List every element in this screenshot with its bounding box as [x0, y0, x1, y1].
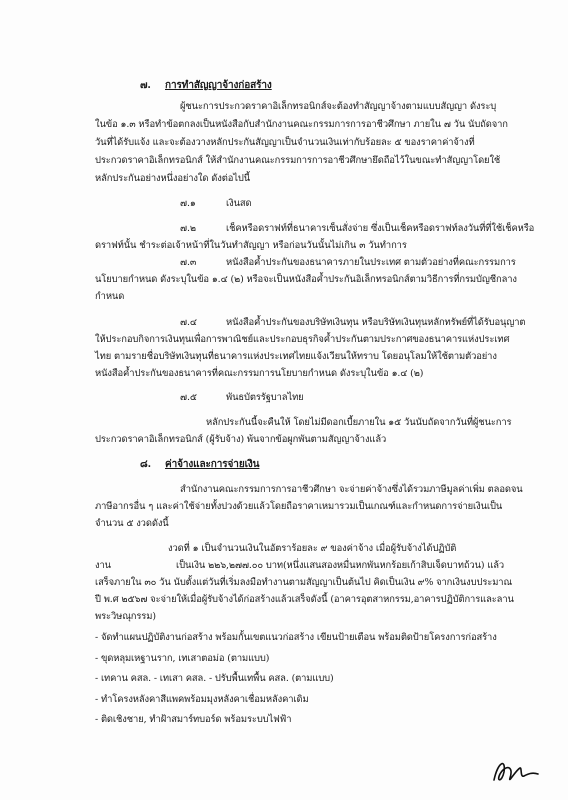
item-7-2-line-2: ดราฟท์นั้น ชำระต่อเจ้าหน้าที่ในวันทำสัญญา หรือก่อนวันนั้นไม่เกิน ๓ วันทำการ: [95, 240, 407, 251]
section-7-line-3: วันที่ได้รับแจ้ง และจะต้องวางหลักประกันสัญญาเป็นจำนวนเงินเท่ากับร้อยละ ๕ ของราคาค่าจ้างที่: [95, 137, 475, 148]
list-item: - ขุดหลุมเหฐานราก, เทเสาตอม่อ (ตามแบบ): [95, 653, 270, 664]
item-7-2-number: ๗.๒: [180, 223, 196, 234]
signature-mark: [488, 752, 544, 788]
item-7-4-line-3: ไทย ตามรายชื่อบริษัทเงินทุนที่ธนาคารแห่งประเทศไทยแจ้งเวียนให้ทราบ โดยอนุโลมให้ใช้ตามตัวอย่าง: [95, 351, 497, 362]
section-8-title: ค่าจ้างและการจ่ายเงิน: [165, 459, 260, 470]
item-7-5-number: ๗.๕: [180, 392, 197, 403]
installment-1-line-3: เสร็จภายใน ๓๐ วัน นับตั้งแต่วันที่เริ่มลงมือทำงานตามสัญญาเป็นต้นไป คิดเป็นเงิน ๙% จากเงินงบประมาณ: [95, 577, 513, 588]
list-item: - เทคาน คสล. - เทเสา คสล. - ปรับพื้นเทพื้น คสล. (ตามแบบ): [95, 673, 334, 684]
item-7-4-line-1: หนังสือค้ำประกันของบริษัทเงินทุน หรือบริษัทเงินทุนหลักทรัพย์ที่ได้รับอนุญาต: [226, 317, 526, 328]
installment-1-work-label: งาน: [95, 560, 111, 571]
installment-1-line-4: ปี พ.ศ ๒๕๖๗ จะจ่ายให้เมื่อผู้รับจ้างได้ก่อสร้างแล้วเสร็จดังนี้ (อาคารอุตสาหกรรม,อาคารปฏิบัติการและลาน: [95, 594, 514, 605]
list-item: - ติดเชิงชาย, ทำฝ้าสมาร์ทบอร์ด พร้อมระบบไฟฟ้า: [95, 714, 292, 725]
section-8-line-3: จำนวน ๕ งวดดังนี้: [95, 518, 169, 529]
item-7-3-number: ๗.๓: [180, 257, 197, 268]
item-7-2-line-1: เช็คหรือดราฟท์ที่ธนาคารเซ็นสั่งจ่าย ซึ่งเป็นเช็คหรือดราฟท์ลงวันที่ที่ใช้เช็คหรือ: [226, 223, 535, 234]
section-8-number: ๘.: [140, 459, 151, 470]
installment-1-line-5: พระวิษณุกรรม): [95, 611, 156, 622]
section-7-line-4: ประกวดราคาอิเล็กทรอนิกส์ ให้สำนักงานคณะกรรมการการอาชีวศึกษายึดถือไว้ในขณะทำสัญญาโดยใช้: [95, 155, 501, 166]
section-8-line-2: ภาษีอากรอื่น ๆ และค่าใช้จ่ายทั้งปวงด้วยแล้วโดยถือราคาเหมารวมเป็นเกณฑ์และกำหนดการจ่ายเงินเป็น: [95, 501, 503, 512]
list-item: - จัดทำแผนปฏิบัติงานก่อสร้าง พร้อมกั้นเขตแนวก่อสร้าง เขียนป้ายเตือน พร้อมติดป้ายโครงการก่อสร้าง: [95, 632, 497, 643]
section-7-line-5: หลักประกันอย่างหนึ่งอย่างใด ดังต่อไปนี้: [95, 173, 251, 184]
return-line-2: ประกวดราคาอิเล็กทรอนิกส์ (ผู้รับจ้าง) พ้นจากข้อผูกพันตามสัญญาจ้างแล้ว: [95, 434, 387, 445]
section-7-number: ๗.: [140, 80, 151, 91]
item-7-3-line-1: หนังสือค้ำประกันของธนาคารภายในประเทศ ตามตัวอย่างที่คณะกรรมการ: [226, 257, 516, 268]
item-7-1-text: เงินสด: [226, 198, 252, 209]
section-7-title: การทำสัญญาจ้างก่อสร้าง: [165, 80, 272, 91]
section-7-line-1: ผู้ชนะการประกวดราคาอิเล็กทรอนิกส์จะต้องทำสัญญาจ้างตามแบบสัญญา ดังระบุ: [180, 101, 497, 112]
item-7-4-number: ๗.๔: [180, 317, 197, 328]
installment-1-amount: เป็นเงิน ๒๒๖,๒๗๗.๐๐ บาท(หนึ่งแสนสองหมื่นหกพันหกร้อยเก้าสิบเจ็ดบาทถ้วน) แล้ว: [176, 560, 505, 571]
item-7-3-line-2: นโยบายกำหนด ดังระบุในข้อ ๑.๔ (๒) หรือจะเป็นหนังสือค้ำประกันอิเล็กทรอนิกส์ตามวิธีการที่กรมบัญชีกลาง: [95, 274, 517, 285]
return-line-1: หลักประกันนี้จะคืนให้ โดยไม่มีดอกเบี้ยภายใน ๑๕ วันนับถัดจากวันที่ผู้ชนะการ: [206, 417, 512, 428]
item-7-4-line-4: หนังสือค้ำประกันของธนาคารที่คณะกรรมการนโยบายกำหนด ดังระบุในข้อ ๑.๔ (๒): [95, 368, 424, 379]
item-7-1-number: ๗.๑: [180, 198, 196, 209]
item-7-3-line-3: กำหนด: [95, 291, 125, 302]
item-7-4-line-2: ให้ประกอบกิจการเงินทุนเพื่อการพาณิชย์และประกอบธุรกิจค้ำประกันตามประกาศของธนาคารแห่งประเทศ: [95, 334, 510, 345]
section-8-line-1: สำนักงานคณะกรรมการการอาชีวศึกษา จะจ่ายค่าจ้างซึ่งได้รวมภาษีมูลค่าเพิ่ม ตลอดจน: [180, 484, 523, 495]
section-7-line-2: ในข้อ ๑.๓ หรือทำข้อตกลงเป็นหนังสือกับสำนักงานคณะกรรมการการอาชีวศึกษา ภายใน ๗ วัน นับถัดจาก: [95, 119, 508, 130]
item-7-5-text: พันธบัตรรัฐบาลไทย: [226, 392, 304, 403]
installment-1-line-1: งวดที่ ๑ เป็นจำนวนเงินในอัตราร้อยละ ๙ ของค่าจ้าง เมื่อผู้รับจ้างได้ปฏิบัติ: [168, 543, 457, 554]
list-item: - ทำโครงหลังคาสีแพคพร้อมมุงหลังคาเชื่อมหลังคาเดิม: [95, 694, 309, 705]
